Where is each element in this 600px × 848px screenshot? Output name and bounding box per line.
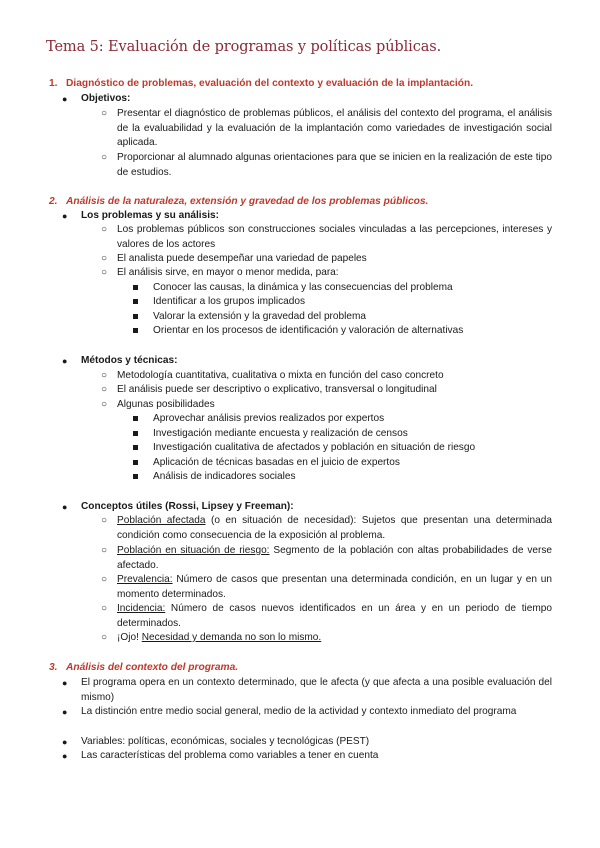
circle-marker: ○ bbox=[101, 152, 108, 163]
conceptos-label-text: Conceptos útiles (Rossi, Lipsey y Freeman): bbox=[81, 501, 294, 512]
concept-definition: Segmento de la población con altas probabilidades de verse afectado. bbox=[117, 545, 553, 571]
concept-term: Prevalencia: bbox=[117, 574, 173, 585]
square-marker bbox=[133, 328, 138, 333]
circle-marker: ○ bbox=[101, 574, 108, 585]
sub-list-item bbox=[153, 470, 552, 485]
sub-list-item-text: Análisis de indicadores sociales bbox=[153, 471, 296, 482]
square-marker bbox=[133, 445, 138, 450]
concept-definition: (o en situación de necesidad): Sujetos que presentan una determinada condición como consecuencia de la exposición al problema. bbox=[117, 515, 552, 541]
circle-marker: ○ bbox=[101, 224, 108, 235]
conceptos-label bbox=[62, 500, 294, 515]
list-item bbox=[101, 107, 552, 151]
ojo-text: Necesidad y demanda no son lo mismo. bbox=[141, 632, 322, 643]
objetivos-label bbox=[62, 92, 131, 107]
circle-marker: ○ bbox=[101, 603, 108, 614]
concept-item bbox=[101, 602, 552, 631]
square-marker bbox=[133, 460, 138, 465]
list-item bbox=[101, 151, 552, 180]
list-item-text: Metodología cuantitativa, cualitativa o mixta en función del caso concreto bbox=[117, 370, 444, 381]
metodos-label bbox=[62, 354, 178, 369]
bullet-marker: ● bbox=[62, 502, 68, 512]
list-item-text: El analista puede desempeñar una variedad de papeles bbox=[117, 253, 367, 264]
list-item bbox=[62, 676, 552, 705]
list-item bbox=[101, 369, 552, 384]
list-item-text: Los problemas públicos son construcciones sociales vinculadas a las percepciones, intereses y valores de los actores bbox=[117, 224, 552, 250]
concept-term: Población afectada bbox=[117, 515, 206, 526]
sub-list-item bbox=[153, 427, 552, 442]
bullet-marker: ● bbox=[62, 737, 68, 747]
sub-list-item-text: Investigación mediante encuesta y realización de censos bbox=[153, 428, 408, 439]
section-number: 3. bbox=[49, 662, 58, 673]
circle-marker: ○ bbox=[101, 384, 108, 395]
problemas-label bbox=[62, 209, 219, 224]
list-item-text: Proporcionar al alumnado algunas orientaciones para que se inicien en la realización de este tipo de estudios. bbox=[117, 152, 552, 178]
list-item-text: El análisis sirve, en mayor o menor medida, para: bbox=[117, 267, 339, 278]
bullet-marker: ● bbox=[62, 211, 68, 221]
concept-definition: Número de casos nuevos identificados en un área y en un periodo de tiempo determinados. bbox=[117, 603, 552, 629]
section-title: Análisis del contexto del programa. bbox=[66, 662, 239, 673]
section-number: 2. bbox=[49, 196, 58, 207]
sub-list-item bbox=[153, 295, 552, 310]
list-item-text: El programa opera en un contexto determinado, que le afecta (y que afecta a una posible evaluación del mismo) bbox=[81, 677, 552, 703]
page-title: Tema 5: Evaluación de programas y políticas públicas. bbox=[46, 39, 442, 55]
concept-definition: Número de casos que presentan una determinada condición, en un lugar y en un momento determinados. bbox=[117, 574, 552, 600]
section-title: Análisis de la naturaleza, extensión y gravedad de los problemas públicos. bbox=[66, 196, 429, 207]
circle-marker: ○ bbox=[101, 267, 108, 278]
concept-item bbox=[101, 544, 553, 573]
list-item-text: El análisis puede ser descriptivo o explicativo, transversal o longitudinal bbox=[117, 384, 437, 395]
circle-marker: ○ bbox=[101, 399, 108, 410]
sub-list-item bbox=[153, 441, 552, 456]
list-item bbox=[101, 266, 552, 281]
list-item bbox=[101, 223, 552, 252]
sub-list-item-text: Aplicación de técnicas basadas en el juicio de expertos bbox=[153, 457, 400, 468]
list-item-text: La distinción entre medio social general, medio de la actividad y contexto inmediato del programa bbox=[81, 706, 517, 717]
sub-list-item-text: Aprovechar análisis previos realizados por expertos bbox=[153, 413, 385, 424]
section-title: Diagnóstico de problemas, evaluación del contexto y evaluación de la implantación. bbox=[66, 78, 474, 89]
bullet-marker: ● bbox=[62, 94, 68, 104]
sub-list-item-text: Identificar a los grupos implicados bbox=[153, 296, 306, 307]
list-item bbox=[62, 749, 552, 764]
concept-item bbox=[101, 573, 552, 602]
circle-marker: ○ bbox=[101, 545, 108, 556]
bullet-marker: ● bbox=[62, 707, 68, 717]
list-item bbox=[101, 398, 552, 413]
list-item bbox=[101, 383, 552, 398]
sub-list-item bbox=[153, 412, 552, 427]
concept-item bbox=[101, 514, 552, 543]
sub-list-item-text: Conocer las causas, la dinámica y las consecuencias del problema bbox=[153, 282, 453, 293]
circle-marker: ○ bbox=[101, 108, 108, 119]
section-2-heading bbox=[49, 195, 428, 210]
list-item-text: Algunas posibilidades bbox=[117, 399, 215, 410]
sub-list-item bbox=[153, 456, 552, 471]
bullet-marker: ● bbox=[62, 678, 68, 688]
sub-list-item-text: Valorar la extensión y la gravedad del problema bbox=[153, 311, 367, 322]
list-item bbox=[101, 252, 552, 267]
square-marker bbox=[133, 416, 138, 421]
objetivos-label-text: Objetivos: bbox=[81, 93, 131, 104]
square-marker bbox=[133, 474, 138, 479]
bullet-marker: ● bbox=[62, 751, 68, 761]
sub-list-item-text: Orientar en los procesos de identificación y valoración de alternativas bbox=[153, 325, 464, 336]
list-item bbox=[62, 705, 552, 720]
ojo-prefix: ¡Ojo! bbox=[117, 632, 142, 643]
circle-marker: ○ bbox=[101, 370, 108, 381]
metodos-label-text: Métodos y técnicas: bbox=[81, 355, 178, 366]
circle-marker: ○ bbox=[101, 632, 108, 643]
section-number: 1. bbox=[49, 78, 58, 89]
list-item-text: Variables: políticas, económicas, sociales y tecnológicas (PEST) bbox=[81, 736, 370, 747]
circle-marker: ○ bbox=[101, 515, 108, 526]
square-marker bbox=[133, 314, 138, 319]
sub-list-item bbox=[153, 310, 552, 325]
section-3-heading bbox=[49, 661, 238, 676]
sub-list-item-text: Investigación cualitativa de afectados y población en situación de riesgo bbox=[153, 442, 476, 453]
section-1-heading bbox=[49, 77, 473, 92]
sub-list-item bbox=[153, 281, 552, 296]
ojo-note bbox=[101, 631, 552, 646]
square-marker bbox=[133, 299, 138, 304]
problemas-label-text: Los problemas y su análisis: bbox=[81, 210, 219, 221]
circle-marker: ○ bbox=[101, 253, 108, 264]
list-item bbox=[62, 735, 552, 750]
sub-list-item bbox=[153, 324, 552, 339]
concept-term: Incidencia: bbox=[117, 603, 166, 614]
list-item-text: Presentar el diagnóstico de problemas públicos, el análisis del contexto del programa, el análisis de la evaluabilidad y la evaluación de la implantación como variedades de investigación social aplicada. bbox=[117, 108, 552, 149]
square-marker bbox=[133, 285, 138, 290]
list-item-text: Las características del problema como variables a tener en cuenta bbox=[81, 750, 379, 761]
bullet-marker: ● bbox=[62, 356, 68, 366]
square-marker bbox=[133, 431, 138, 436]
concept-term: Población en situación de riesgo: bbox=[117, 545, 270, 556]
